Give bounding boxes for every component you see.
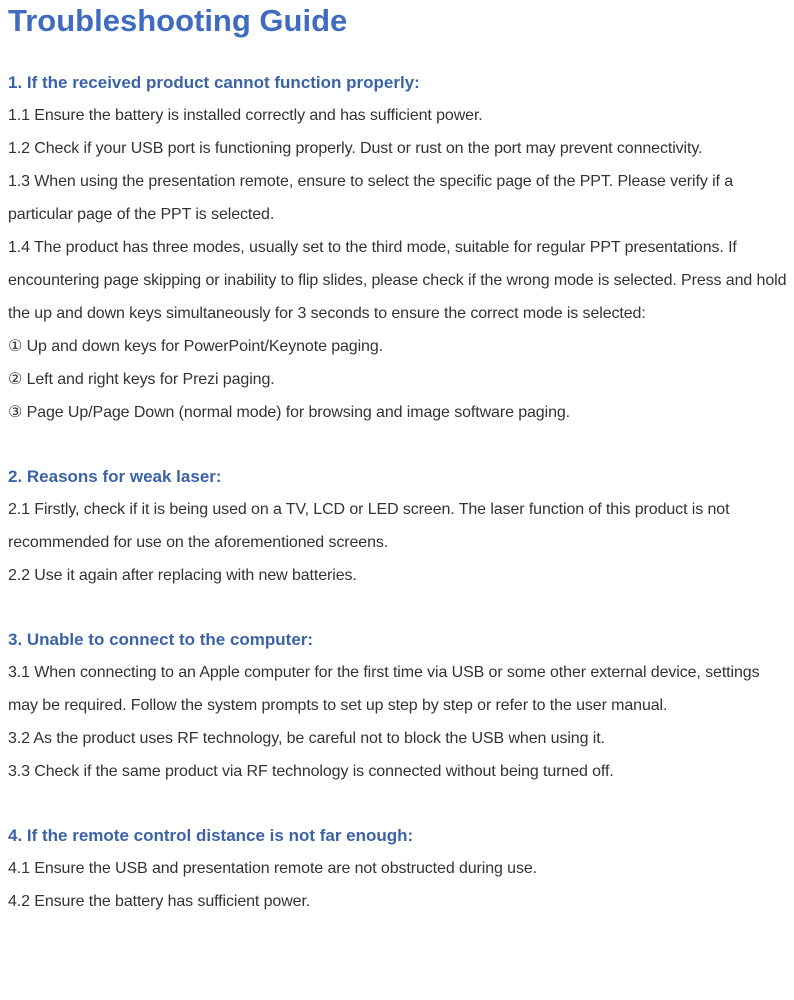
paragraph: 2.2 Use it again after replacing with new batteries. — [8, 567, 357, 584]
section-heading: 3. Unable to connect to the computer: — [8, 630, 314, 649]
list-item-circled-1: ① Up and down keys for PowerPoint/Keynote paging. — [8, 338, 383, 355]
paragraph: 4.1 Ensure the USB and presentation remote are not obstructed during use. — [8, 860, 538, 877]
paragraph: 1.2 Check if your USB port is functioning properly. Dust or rust on the port may prevent connectivity. — [8, 140, 703, 157]
section-unable-to-connect-computer — [8, 629, 788, 788]
document-title: Troubleshooting Guide — [8, 3, 348, 38]
paragraph: 3.2 As the product uses RF technology, be careful not to block the USB when using it. — [8, 730, 605, 747]
section-heading: 4. If the remote control distance is not far enough: — [8, 826, 414, 845]
section-heading: 2. Reasons for weak laser: — [8, 467, 222, 486]
section-heading: 1. If the received product cannot function properly: — [8, 73, 420, 92]
list-item-circled-2: ② Left and right keys for Prezi paging. — [8, 371, 275, 388]
paragraph: 2.1 Firstly, check if it is being used on a TV, LCD or LED screen. The laser function of this product is not recommended for use on the aforementioned screens. — [8, 501, 730, 551]
section-remote-control-distance — [8, 825, 788, 918]
section-reasons-for-weak-laser — [8, 466, 788, 592]
paragraph: 1.3 When using the presentation remote, ensure to select the specific page of the PPT. Please verify if a particular page of the PPT is selected. — [8, 173, 734, 223]
paragraph: 4.2 Ensure the battery has sufficient power. — [8, 893, 311, 910]
paragraph: 1.4 The product has three modes, usually set to the third mode, suitable for regular PPT presentations. If encountering page skipping or inability to flip slides, please check if the wrong mode is selected. Press and hold the up and down keys simultaneously for 3 seconds to ensure the correct mode is selected: — [8, 239, 787, 322]
paragraph: 3.1 When connecting to an Apple computer for the first time via USB or some other external device, settings may be required. Follow the system prompts to set up step by step or refer to the user manual. — [8, 664, 760, 714]
paragraph: 3.3 Check if the same product via RF technology is connected without being turned off. — [8, 763, 614, 780]
paragraph: 1.1 Ensure the battery is installed correctly and has sufficient power. — [8, 107, 483, 124]
list-item-circled-3: ③ Page Up/Page Down (normal mode) for browsing and image software paging. — [8, 404, 571, 421]
section-received-product-cannot-function — [8, 72, 788, 429]
